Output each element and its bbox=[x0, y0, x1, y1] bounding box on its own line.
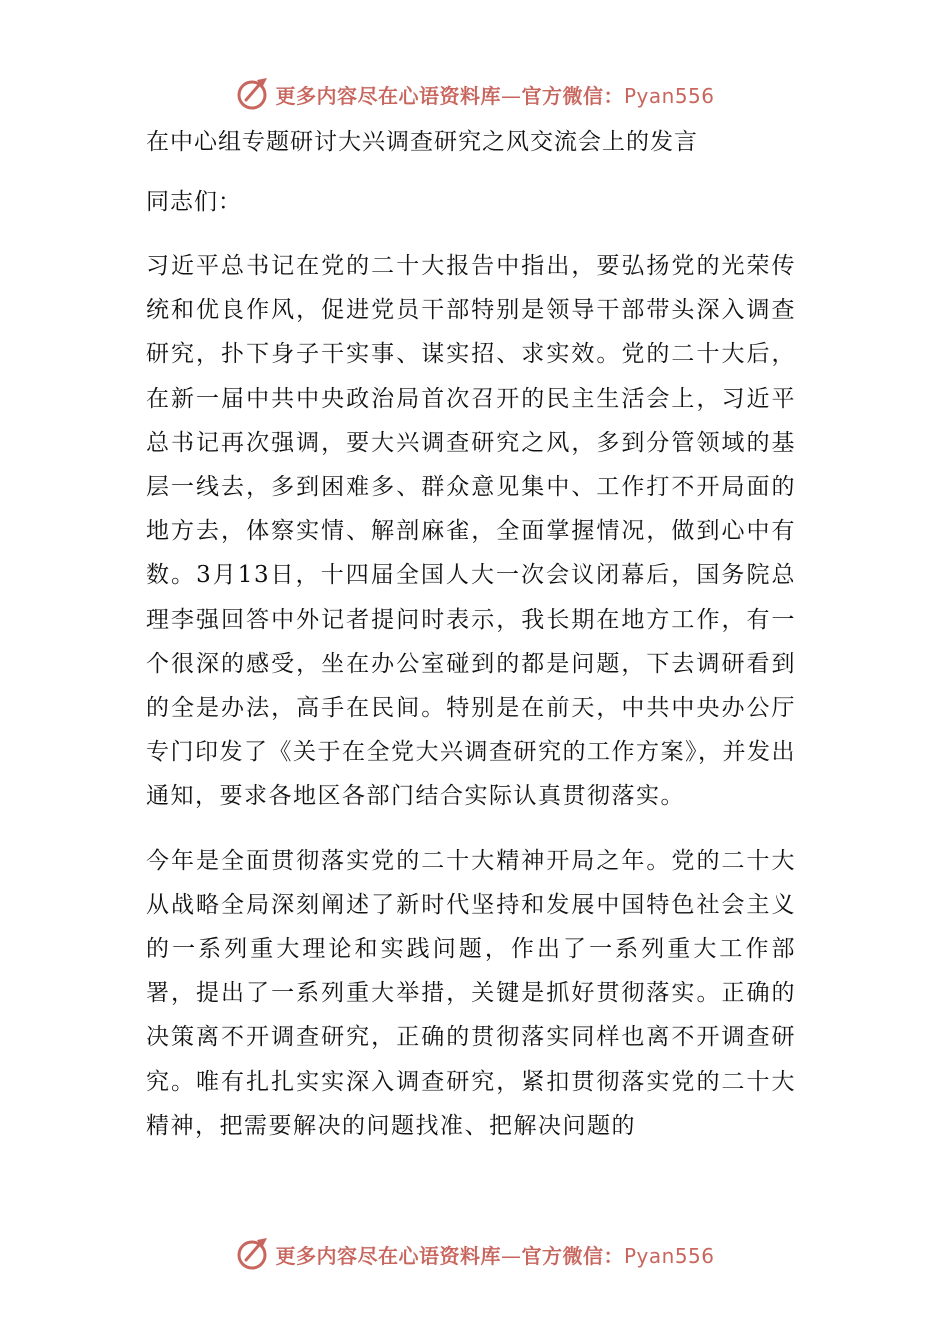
watermark-text: 更多内容尽在心语资料库—官方微信：Pyan556 bbox=[275, 83, 715, 108]
salutation: 同志们： bbox=[146, 189, 242, 215]
document-title: 在中心组专题研讨大兴调查研究之风交流会上的发言 bbox=[146, 129, 698, 155]
watermark-text: 更多内容尽在心语资料库—官方微信：Pyan556 bbox=[275, 1243, 715, 1268]
pen-logo-icon bbox=[235, 1236, 271, 1272]
header-watermark bbox=[0, 74, 950, 114]
paragraph-1: 习近平总书记在党的二十大报告中指出，要弘扬党的光荣传统和优良作风，促进党员干部特别是领导干部带头深入调查研究，扑下身子干实事、谋实招、求实效。党的二十大后，在新一届中共中央政治局首次召开的民主生活会上，习近平总书记再次强调，要大兴调查研究之风，多到分管领域的基层一线去，多到困难多、群众意见集中、工作打不开局面的地方去，体察实情、解剖麻雀，全面掌握情况，做到心中有数。3月13日，十四届全国人大一次会议闭幕后，国务院总理李强回答中外记者提问时表示，我长期在地方工作，有一个很深的感受，坐在办公室碰到的都是问题，下去调研看到的全是办法，高手在民间。特别是在前天，中共中央办公厅专门印发了《关于在全党大兴调查研究的工作方案》，并发出通知，要求各地区各部门结合实际认真贯彻落实。 bbox=[146, 253, 796, 810]
document-body bbox=[146, 120, 796, 1168]
pen-logo-icon bbox=[235, 76, 271, 112]
paragraph-2: 今年是全面贯彻落实党的二十大精神开局之年。党的二十大从战略全局深刻阐述了新时代坚持和发展中国特色社会主义的一系列重大理论和实践问题，作出了一系列重大工作部署，提出了一系列重大举措，关键是抓好贯彻落实。正确的决策离不开调查研究，正确的贯彻落实同样也离不开调查研究。唯有扎扎实实深入调查研究，紧扣贯彻落实党的二十大精神，把需要解决的问题找准、把解决问题的 bbox=[146, 847, 796, 1139]
footer-watermark bbox=[0, 1234, 950, 1274]
